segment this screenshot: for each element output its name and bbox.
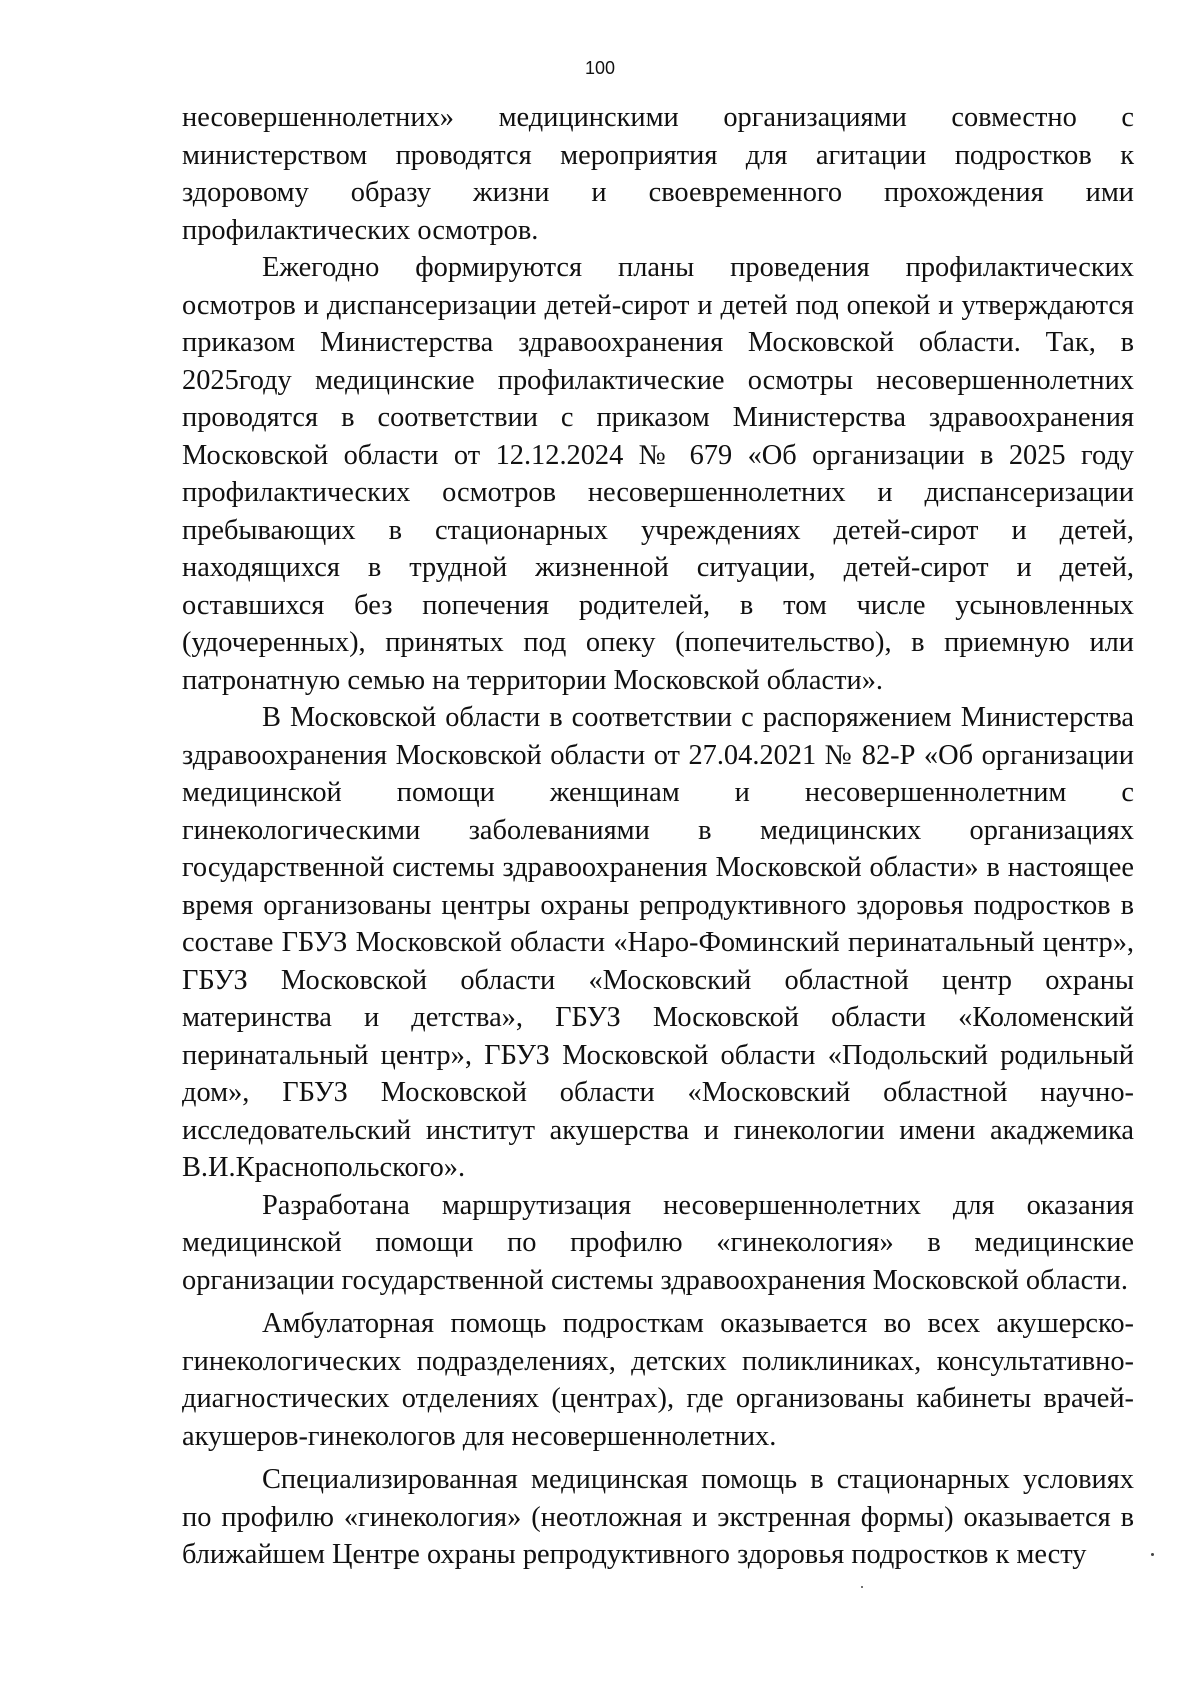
paragraph-annual-checkup-plans: Ежегодно формируются планы проведения профилактических осмотров и диспансеризации детей-сирот и детей под опекой и утверждаются приказом Министерства здравоохранения Московской области. Так, в 2025году медицинские профилактические осмотры несовершеннолетних проводятся в соответствии с приказом Министерства здравоохранения Московской области от 12.12.2024 № 679 «Об организации в 2025 году профилактических осмотров несовершеннолетних и диспансеризации пребывающих в стационарных учреждениях детей-сирот и детей, находящихся в трудной жизненной ситуации, детей-сирот и детей, оставшихся без попечения родителей, в том числе усыновленных (удочеренных), принятых под опеку (попечительство), в приемную или патронатную семью на территории Московской области».	[182, 252, 1134, 696]
scan-speck	[1151, 1553, 1154, 1556]
page-number: 100	[584, 58, 616, 78]
paragraph-routing: Разработана маршрутизация несовершеннолетних для оказания медицинской помощи по профилю «гинекология» в медицинские организации государственной системы здравоохранения Московской области.	[182, 1189, 1134, 1296]
paragraph-continuation: несовершеннолетних» медицинскими организациями совместно с министерством проводятся мероприятия для агитации подростков к здоровому образу жизни и своевременного прохождения ими профилактических осмотров.	[182, 102, 1134, 246]
paragraph-reproductive-health-centers: В Московской области в соответствии с распоряжением Министерства здравоохранения Московской области от 27.04.2021 № 82-Р «Об организации медицинской помощи женщинам и несовершеннолетним с гинекологическими заболеваниями в медицинских организациях государственной системы здравоохранения Московской области» в настоящее время организованы центры охраны репродуктивного здоровья подростков в составе ГБУЗ Московской области «Наро-Фоминский перинатальный центр», ГБУЗ Московской области «Московский областной центр охраны материнства и детства», ГБУЗ Московской области «Коломенский перинатальный центр», ГБУЗ Московской области «Подольский родильный дом», ГБУЗ Московской области «Московский областной научно-исследовательский институт акушерства и гинекологии имени акаджемика В.И.Краснопольского».	[182, 702, 1134, 1183]
scan-speck	[861, 1586, 863, 1588]
document-body	[182, 99, 1134, 1574]
paragraph-specialized-care: Специализированная медицинская помощь в стационарных условиях по профилю «гинекология» (неотложная и экстренная формы) оказывается в ближайшем Центре охраны репродуктивного здоровья подростков к месту	[182, 1464, 1134, 1570]
paragraph-outpatient-care: Амбулаторная помощь подросткам оказывается во всех акушерско-гинекологических подразделениях, детских поликлиниках, консультативно-диагностических отделениях (центрах), где организованы кабинеты врачей-акушеров-гинекологов для несовершеннолетних.	[182, 1308, 1134, 1452]
